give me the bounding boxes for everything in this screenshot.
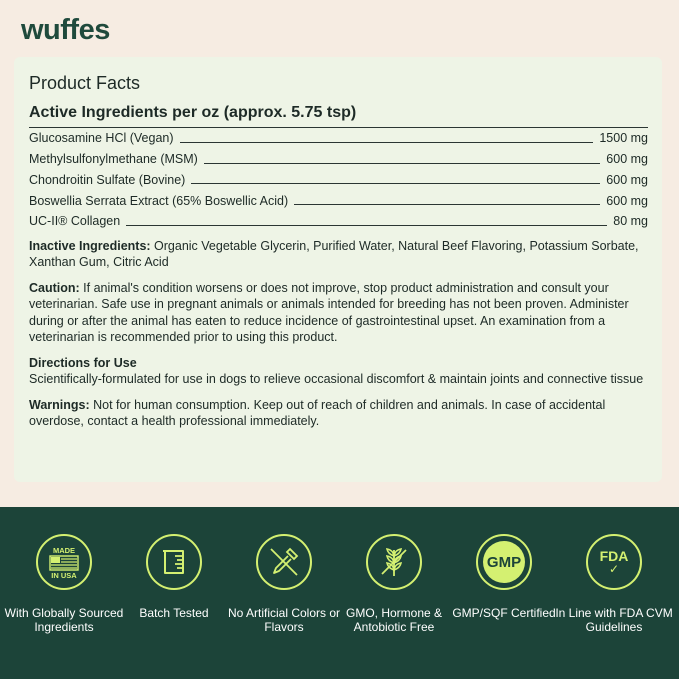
leader-line	[126, 225, 607, 226]
ingredient-row	[29, 128, 648, 149]
ingredient-amount: 600 mg	[606, 193, 648, 208]
badge-gmo-free	[334, 534, 454, 634]
no-dropper-icon	[256, 534, 312, 590]
ingredient-row	[29, 170, 648, 191]
gmp-icon	[476, 534, 532, 590]
directions-text: Scientifically-formulated for use in dogs to relieve occasional discomfort & maintain joints and connective tissue	[29, 372, 644, 387]
badge-no-artificial	[224, 534, 344, 634]
badge-gmp	[444, 534, 564, 620]
warnings-text: Not for human consumption. Keep out of reach of children and animals. In case of accidental overdose, contact a health professional immediately.	[29, 397, 606, 429]
ingredient-row	[29, 190, 648, 211]
leader-line	[204, 163, 600, 164]
leader-line	[191, 183, 600, 184]
check-icon: ✓	[608, 562, 620, 576]
made-in-usa-icon	[36, 534, 92, 590]
gmp-disc	[483, 541, 525, 583]
caution-text: If animal's condition worsens or does not improve, stop product administration and consult your veterinarian. Safe use in pregnant animals or animals intended for breeding has not been proven. Administer during or after the animal has eaten to reduce incidence of gastrointestinal upset. An examination from a veterinarian is recommended prior to using this product.	[29, 280, 629, 345]
badge-label: Batch Tested	[139, 606, 209, 620]
badge-made-in-usa	[4, 534, 124, 634]
panel-title: Product Facts	[29, 73, 141, 93]
caution-label: Caution:	[29, 280, 80, 295]
inactive-text: Organic Vegetable Glycerin, Purified Water, Natural Beef Flavoring, Potassium Sorbate, Xanthan Gum, Citric Acid	[29, 238, 639, 270]
leader-line	[180, 142, 594, 143]
measuring-cup-icon	[146, 534, 202, 590]
product-facts-panel	[14, 57, 662, 482]
gmp-text: GMP	[486, 553, 522, 571]
badge-label: GMO, Hormone & Antobiotic Free	[345, 606, 443, 634]
made-text: MADE	[52, 546, 76, 555]
in-usa-text: IN USA	[51, 571, 77, 580]
brand-logo: wuffes	[21, 14, 110, 46]
inactive-label: Inactive Ingredients:	[29, 238, 151, 253]
ingredient-amount: 600 mg	[606, 172, 648, 187]
warnings-label: Warnings:	[29, 397, 90, 412]
directions-title: Directions for Use	[29, 355, 137, 370]
badge-batch-tested	[114, 534, 234, 620]
ingredient-name: Boswellia Serrata Extract (65% Boswellic Acid)	[29, 193, 289, 208]
no-wheat-icon	[366, 534, 422, 590]
certification-footer	[0, 507, 679, 679]
ingredient-row	[29, 149, 648, 170]
caution-paragraph	[29, 280, 648, 346]
ingredient-name: Methylsulfonylmethane (MSM)	[29, 151, 198, 166]
badge-label: GMP/SQF Certified	[452, 606, 556, 620]
leader-line	[294, 204, 600, 205]
ingredient-amount: 600 mg	[606, 151, 648, 166]
ingredient-name: Glucosamine HCl (Vegan)	[29, 131, 174, 146]
warnings-paragraph	[29, 397, 648, 430]
ingredient-amount: 1500 mg	[599, 131, 648, 146]
fda-text: FDA	[599, 548, 629, 564]
ingredient-name: UC-II® Collagen	[29, 214, 121, 229]
ingredient-name: Chondroitin Sulfate (Bovine)	[29, 172, 186, 187]
inactive-ingredients	[29, 238, 648, 271]
active-ingredients-title: Active Ingredients per oz (approx. 5.75 tsp)	[29, 104, 357, 121]
badge-label: In Line with FDA CVM Guidelines	[555, 606, 673, 634]
badge-label: With Globally Sourced Ingredients	[4, 606, 124, 634]
ingredient-amount: 80 mg	[613, 214, 648, 229]
ingredient-row	[29, 211, 648, 232]
badge-fda	[554, 534, 674, 634]
fda-icon	[586, 534, 642, 590]
badge-label: No Artificial Colors or Flavors	[227, 606, 341, 634]
